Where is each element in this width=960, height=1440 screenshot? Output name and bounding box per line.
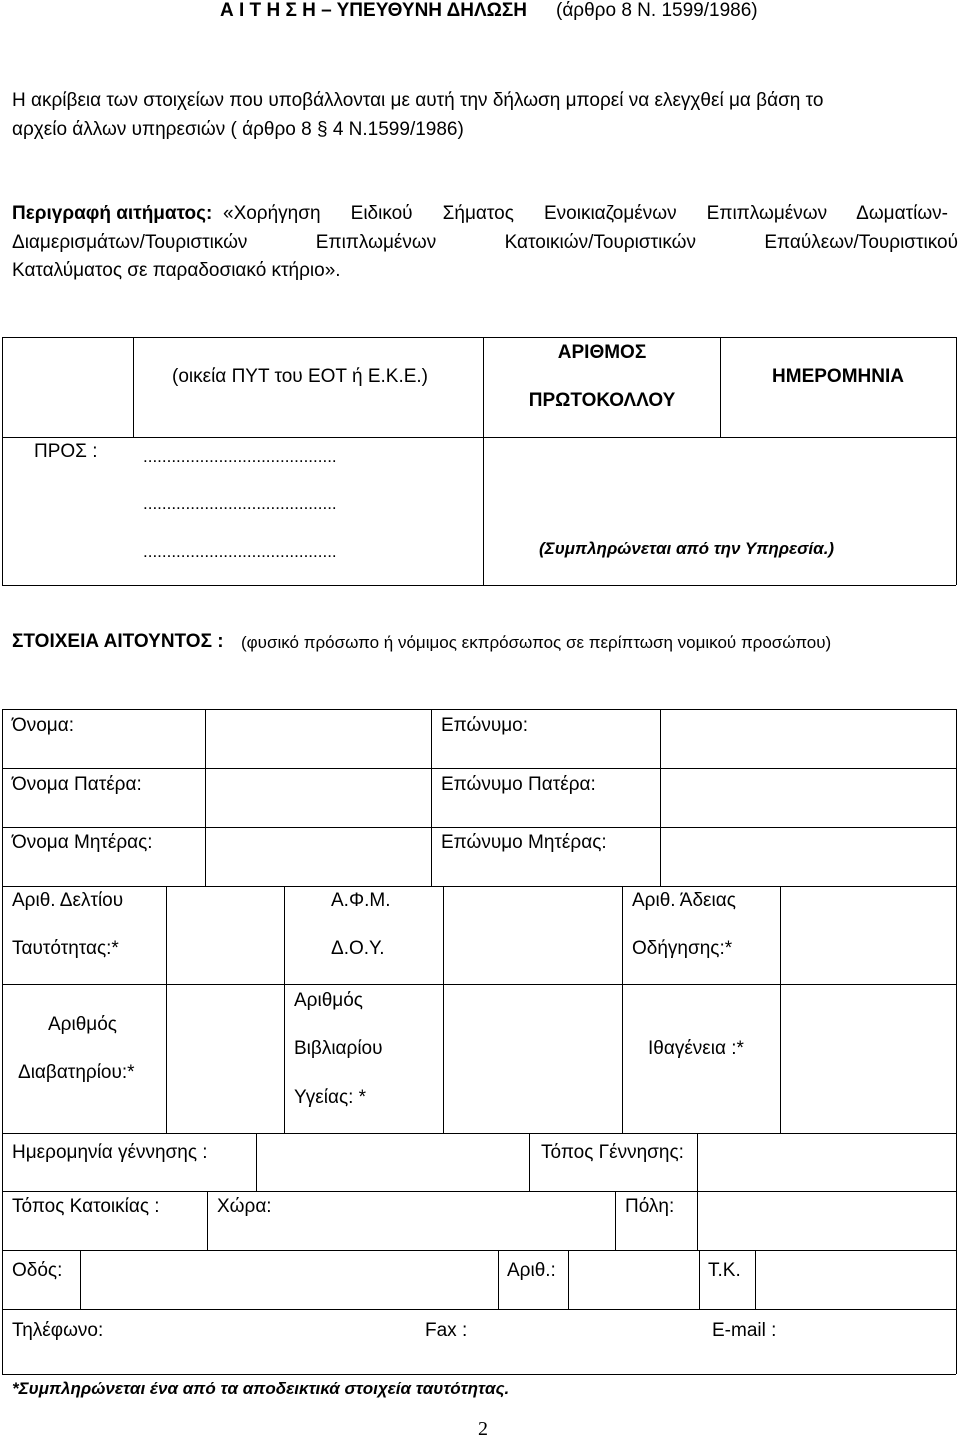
protocol-label: ΠΡΩΤΟΚΟΛΛΟΥ xyxy=(528,390,676,411)
first-name-label: Όνομα: xyxy=(12,715,74,736)
email-field[interactable] xyxy=(782,1310,956,1374)
to-label: ΠΡΟΣ : xyxy=(34,441,98,462)
first-name-field[interactable] xyxy=(206,710,431,768)
id-card-label-line-1: Αριθ. Δελτίου xyxy=(12,890,124,911)
health-book-label-line-1: Αριθμός xyxy=(294,990,363,1011)
postal-code-field[interactable] xyxy=(756,1251,956,1309)
father-name-field[interactable] xyxy=(206,769,431,827)
father-last-name-field[interactable] xyxy=(661,769,956,827)
city-field[interactable] xyxy=(698,1192,956,1250)
description-line-3: Καταλύματος σε παραδοσιακό κτήριο». xyxy=(12,260,341,281)
street-label: Οδός: xyxy=(12,1260,63,1281)
id-card-field[interactable] xyxy=(167,887,284,984)
country-field[interactable] xyxy=(280,1192,615,1250)
mother-name-label: Όνομα Μητέρας: xyxy=(12,832,153,853)
applicant-heading: ΣΤΟΙΧΕΙΑ ΑΙΤΟΥΝΤΟΣ : xyxy=(12,631,224,652)
father-name-label: Όνομα Πατέρα: xyxy=(12,774,142,795)
recipient-dots-2: ......................................... xyxy=(143,494,337,513)
protocol-number-label: ΑΡΙΘΜΟΣ xyxy=(557,342,647,363)
health-book-label-line-2: Βιβλιαρίου xyxy=(294,1038,383,1059)
passport-field[interactable] xyxy=(167,985,284,1133)
tax-id-label: Α.Φ.Μ. xyxy=(331,890,391,911)
phone-field[interactable] xyxy=(120,1310,420,1374)
father-last-name-label: Επώνυμο Πατέρα: xyxy=(441,774,596,795)
accuracy-note-line-1: Η ακρίβεια των στοιχείων που υποβάλλονται με αυτή την δήλωση μπορεί να ελεγχθεί μα βάση το xyxy=(12,90,824,111)
passport-label-line-1: Αριθμός xyxy=(48,1014,117,1035)
residence-label: Τόπος Κατοικίας : xyxy=(12,1196,160,1217)
phone-label: Τηλέφωνο: xyxy=(12,1320,104,1341)
nationality-field[interactable] xyxy=(781,985,956,1133)
mother-last-name-field[interactable] xyxy=(661,828,956,886)
service-fill-note: (Συμπληρώνεται από την Υπηρεσία.) xyxy=(539,539,835,558)
law-reference: (άρθρο 8 Ν. 1599/1986) xyxy=(556,0,758,21)
date-header: ΗΜΕΡΟΜΗΝΙΑ xyxy=(772,366,904,387)
mother-name-field[interactable] xyxy=(206,828,431,886)
street-field[interactable] xyxy=(81,1251,498,1309)
country-label: Χώρα: xyxy=(217,1196,272,1217)
last-name-label: Επώνυμο: xyxy=(441,715,529,736)
page-number: 2 xyxy=(478,1418,488,1440)
passport-label-line-2: Διαβατηρίου:* xyxy=(18,1062,135,1083)
applicant-subheading: (φυσικό πρόσωπο ή νόμιμος εκπρόσωπος σε περίπτωση νομικού προσώπου) xyxy=(241,633,832,652)
identity-footnote: *Συμπληρώνεται ένα από τα αποδεικτικά στοιχεία ταυτότητας. xyxy=(12,1379,510,1398)
email-label: E-mail : xyxy=(712,1320,777,1341)
recipient-dots-1: ......................................... xyxy=(143,447,337,466)
license-field[interactable] xyxy=(781,887,956,984)
id-card-label-line-2: Ταυτότητας:* xyxy=(12,938,119,959)
health-book-label-line-3: Υγείας: * xyxy=(294,1087,367,1108)
authority-label: (οικεία ΠΥΤ του ΕΟΤ ή Ε.Κ.Ε.) xyxy=(172,366,428,387)
postal-code-label: Τ.Κ. xyxy=(708,1260,741,1281)
tax-id-field[interactable] xyxy=(444,887,622,984)
fax-field[interactable] xyxy=(470,1310,705,1374)
birth-date-label: Ημερομηνία γέννησης : xyxy=(12,1142,208,1163)
health-book-field[interactable] xyxy=(444,985,622,1133)
number-label: Αριθ.: xyxy=(507,1260,556,1281)
license-label-line-2: Οδήγησης:* xyxy=(632,938,733,959)
last-name-field[interactable] xyxy=(661,710,956,768)
description-line-1: «Χορήγηση Ειδικού Σήματος Ενοικιαζομένων Επιπλωμένων Δωματίων- xyxy=(223,203,948,224)
birth-date-field[interactable] xyxy=(257,1134,529,1191)
description-line-2: Διαμερισμάτων/Τουριστικών Επιπλωμένων Κατοικιών/Τουριστικών Επαύλεων/Τουριστικού xyxy=(12,232,958,253)
nationality-label: Ιθαγένεια :* xyxy=(648,1038,744,1059)
document-title: Α Ι Τ Η Σ Η – ΥΠΕΥΘΥΝΗ ΔΗΛΩΣΗ xyxy=(220,0,527,21)
mother-last-name-label: Επώνυμο Μητέρας: xyxy=(441,832,607,853)
recipient-dots-3: ......................................... xyxy=(143,542,337,561)
license-label-line-1: Αριθ. Άδειας xyxy=(632,890,736,911)
birth-place-field[interactable] xyxy=(698,1134,956,1191)
accuracy-note-line-2: αρχείο άλλων υπηρεσιών ( άρθρο 8 § 4 Ν.1599/1986) xyxy=(12,119,464,140)
city-label: Πόλη: xyxy=(625,1196,675,1217)
fax-label: Fax : xyxy=(425,1320,468,1341)
birth-place-label: Τόπος Γέννησης: xyxy=(541,1142,684,1163)
number-field[interactable] xyxy=(569,1251,699,1309)
description-label: Περιγραφή αιτήματος: xyxy=(12,203,213,224)
tax-office-label: Δ.Ο.Υ. xyxy=(331,938,385,959)
